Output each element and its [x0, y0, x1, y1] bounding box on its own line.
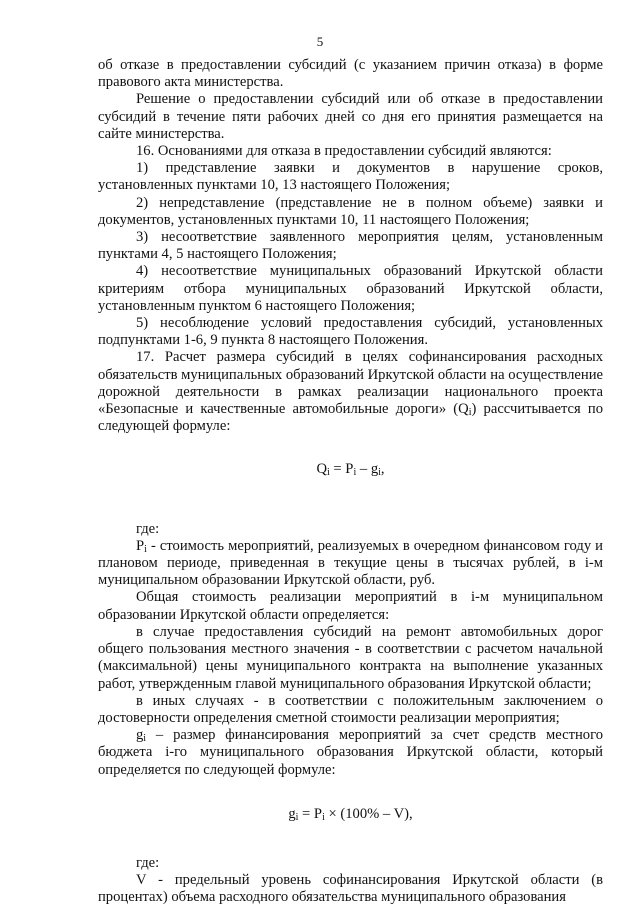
where-label-2: где: — [136, 854, 160, 871]
paragraph: в иных случаях - в соответствии с положительным заключением о достоверности определения сметной стоимости реализации мероприятия; — [98, 692, 603, 726]
section-paragraphs-c — [98, 872, 603, 906]
paragraph: в случае предоставления субсидий на ремонт автомобильных дорог общего пользования местного значения - в соответствии с расчетом начальной (максимальной) цены муниципального контракта на выполнение указанных работ, утвержденным главой муниципального образования Иркутской области; — [98, 623, 603, 692]
paragraph: V - предельный уровень софинансирования Иркутской области (в процентах) объема расходного обязательства муниципального образования — [98, 872, 603, 906]
section-paragraphs-a — [98, 57, 603, 435]
page-number: 5 — [316, 34, 324, 49]
paragraph: $P_i$ - стоимость мероприятий, реализуемых в очередном финансовом году и плановом периоде, приведенная в текущие цены в тысячах рублей, в i-м муниципальном образовании Иркутской области, руб. — [98, 537, 603, 589]
paragraph: 2) непредставление (представление не в полном объеме) заявки и документов, установленных пунктами 10, 11 настоящего Положения; — [98, 194, 603, 228]
paragraph: 17. Расчет размера субсидий в целях софинансирования расходных обязательств муниципальных образований Иркутской области на осуществление дорожной деятельности в рамках реализации национального проекта «Безопасные и качественные автомобильные дороги» $(Q_i)$ рассчитывается по следующей формуле: — [98, 349, 604, 435]
paragraph: 4) несоответствие муниципальных образований Иркутской области критериям отбора муниципальных образований Иркутской области, установленным пунктом 6 настоящего Положения; — [98, 263, 603, 314]
formula-gi: $g_i = P_i \times (100\% - V)$, — [288, 805, 413, 823]
paragraph: Общая стоимость реализации мероприятий в i-м муниципальном образовании Иркутской области определяется: — [98, 589, 603, 623]
paragraph: $g_i$ – размер финансирования мероприятий за счет средств местного бюджета i-го муниципального образования Иркутской области, который определяется по следующей формуле: — [98, 727, 603, 778]
paragraph: 5) несоблюдение условий предоставления субсидий, установленных подпунктами 1-6, 9 пункта 8 настоящего Положения. — [98, 315, 603, 349]
paragraph: Решение о предоставлении субсидий или об отказе в предоставлении субсидий в течение пяти рабочих дней со дня его принятия размещается на сайте министерства. — [98, 91, 603, 142]
document-body — [98, 57, 603, 907]
formula-qi: $Q_i = P_i - g_i$, — [316, 461, 385, 479]
section-paragraphs-b — [98, 538, 603, 779]
paragraph: об отказе в предоставлении субсидий (с указанием причин отказа) в форме правового акта министерства. — [98, 57, 603, 91]
where-label: где: — [136, 520, 160, 537]
paragraph: 16. Основаниями для отказа в предоставлении субсидий являются: — [136, 143, 552, 160]
paragraph: 3) несоответствие заявленного мероприятия целям, установленным пунктами 4, 5 настоящего Положения; — [98, 229, 603, 263]
paragraph: 1) представление заявки и документов в нарушение сроков, установленных пунктами 10, 13 настоящего Положения; — [98, 160, 603, 194]
